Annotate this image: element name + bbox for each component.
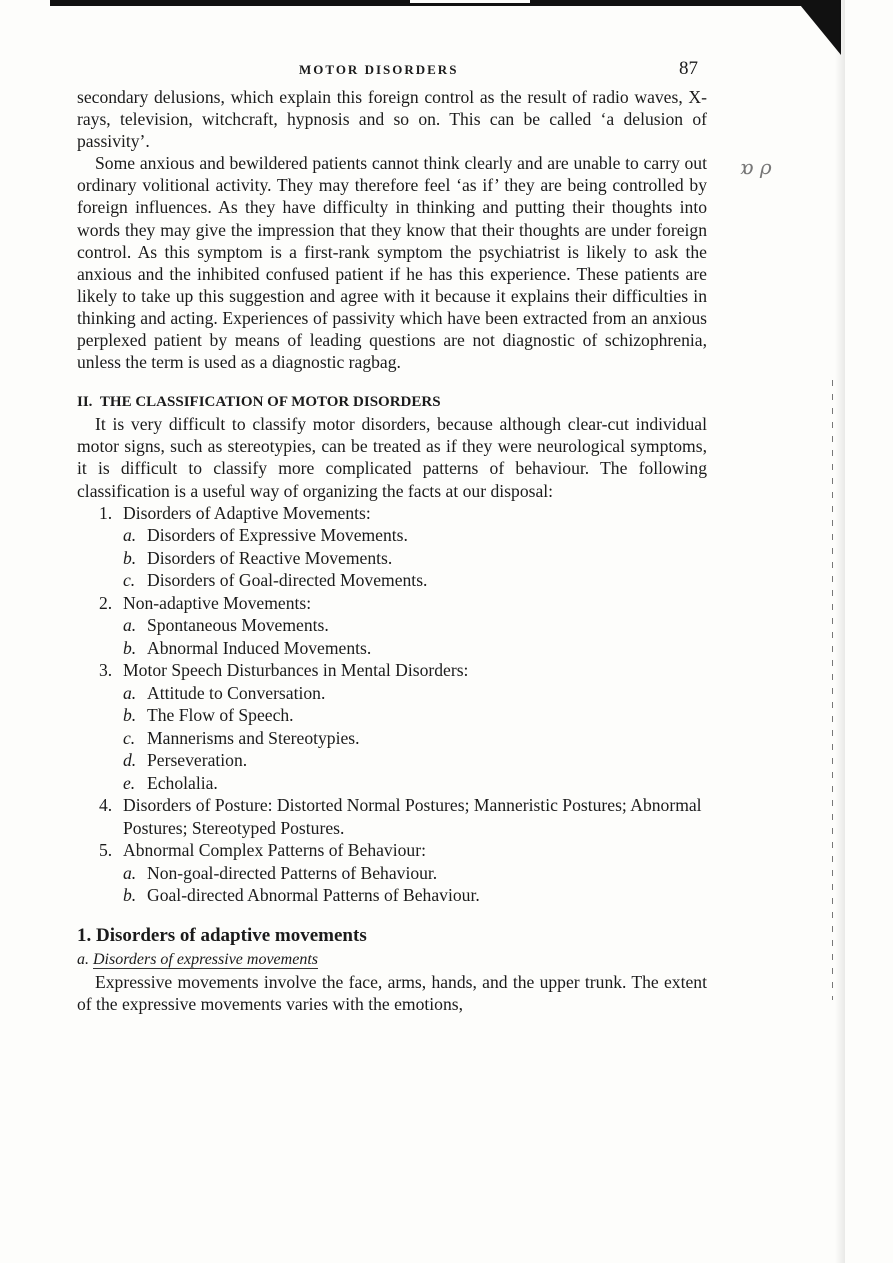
scan-top-gap — [410, 0, 530, 3]
classification-subitem — [77, 682, 707, 705]
classification-item-text: Non-adaptive Movements: — [123, 592, 312, 613]
section-heading — [77, 391, 707, 413]
subsection-heading — [77, 923, 707, 949]
classification-subitem-text: The Flow of Speech. — [147, 705, 294, 726]
classification-subitem — [77, 749, 707, 772]
classification-subitem-text: Disorders of Expressive Movements. — [147, 525, 408, 546]
expressive-movements-paragraph: Expressive movements involve the face, arms, hands, and the upper trunk. The extent of the expressive movements varies with the emotions, — [77, 971, 707, 1014]
classification-subitem — [77, 862, 707, 885]
classification-subitem-letter: b. — [123, 705, 137, 726]
section-roman-numeral: II. — [77, 394, 93, 411]
sub-subsection-title: Disorders of expressive movements — [93, 950, 318, 968]
subsection-title: Disorders of adaptive movements — [96, 924, 367, 946]
classification-subitem — [77, 547, 707, 570]
classification-item — [77, 659, 707, 682]
classification-item — [77, 592, 707, 615]
classification-item — [77, 794, 707, 839]
classification-item-number: 3. — [99, 660, 113, 681]
classification-subitem-letter: b. — [123, 637, 137, 658]
classification-subitem — [77, 772, 707, 795]
classification-subitem-text: Perseveration. — [147, 750, 248, 771]
classification-subitem-letter: e. — [123, 772, 136, 793]
classification-subitem — [77, 569, 707, 592]
classification-subitem-text: Attitude to Conversation. — [147, 682, 326, 703]
classification-subitem-text: Spontaneous Movements. — [147, 615, 329, 636]
classification-subitem — [77, 727, 707, 750]
classification-subitem — [77, 524, 707, 547]
running-title: MOTOR DISORDERS — [299, 62, 459, 77]
classification-item-number: 4. — [99, 795, 113, 816]
classification-item-text: Disorders of Posture: Distorted Normal Postures; Manneristic Postures; Abnormal Postures; Stereotyped Postures. — [123, 795, 702, 838]
classification-subitem-letter: a. — [123, 862, 137, 883]
margin-handwritten-note: ɒ ρ — [740, 155, 772, 179]
classification-item-text: Abnormal Complex Patterns of Behaviour: — [123, 840, 426, 861]
classification-list — [77, 502, 707, 907]
paragraph-continued: secondary delusions, which explain this foreign control as the result of radio waves, X-rays, television, witchcraft, hypnosis and so on. This can be called ‘a delusion of passivity’. — [77, 87, 707, 152]
classification-subitem-text: Mannerisms and Stereotypies. — [147, 727, 360, 748]
classification-subitem-text: Non-goal-directed Patterns of Behaviour. — [147, 862, 438, 883]
sub-subsection-letter: a. — [77, 950, 89, 968]
classification-subitem-letter: c. — [123, 570, 136, 591]
classification-item-text: Disorders of Adaptive Movements: — [123, 502, 371, 523]
page-edge-shadow — [835, 0, 845, 1263]
classification-subitem-text: Goal-directed Abnormal Patterns of Behaviour. — [147, 885, 480, 906]
classification-subitem-letter: a. — [123, 682, 137, 703]
classification-subitem-letter: c. — [123, 727, 136, 748]
classification-subitem-letter: a. — [123, 525, 137, 546]
classification-item — [77, 839, 707, 862]
running-header — [77, 60, 707, 86]
classification-subitem — [77, 637, 707, 660]
classification-subitem — [77, 614, 707, 637]
classification-item-text: Motor Speech Disturbances in Mental Disorders: — [123, 660, 469, 681]
section-title: THE CLASSIFICATION OF MOTOR DISORDERS — [99, 394, 441, 411]
classification-item — [77, 502, 707, 525]
classification-subitem-text: Echolalia. — [147, 772, 218, 793]
book-page — [77, 60, 707, 1015]
classification-subitem-letter: d. — [123, 750, 137, 771]
sub-subsection-heading — [77, 949, 707, 971]
margin-pencil-line — [832, 380, 833, 1000]
classification-subitem — [77, 884, 707, 907]
paragraph-passivity: Some anxious and bewildered patients cannot think clearly and are unable to carry out ordinary volitional activity. They may therefore feel ‘as if’ they are being controlled by foreign influences. As they have difficulty in thinking and putting their thoughts into words they may give the impression that they know that their thoughts are under foreign control. As this symptom is a first-rank symptom the psychiatrist is likely to ask the anxious and the inhibited confused patient if he has this experience. These patients are likely to take up this suggestion and agree with it because it explains their difficulties in thinking and acting. Experiences of passivity which have been extracted from an anxious perplexed patient by means of leading questions are not diagnostic of schizophrenia, unless the term is used as a diagnostic ragbag. — [77, 153, 707, 373]
subsection-number: 1. — [77, 924, 92, 946]
section-intro-paragraph: It is very difficult to classify motor disorders, because although clear-cut individual motor signs, such as stereotypies, can be treated as if they were neurological symptoms, it is difficult to classify more complicated patterns of behaviour. The following classification is a useful way of organizing the facts at our disposal: — [77, 414, 707, 501]
classification-item-number: 2. — [99, 592, 113, 613]
classification-subitem-letter: a. — [123, 615, 137, 636]
classification-item-number: 1. — [99, 502, 113, 523]
classification-subitem-text: Disorders of Reactive Movements. — [147, 547, 393, 568]
classification-subitem-letter: b. — [123, 885, 137, 906]
classification-item-number: 5. — [99, 840, 113, 861]
classification-subitem-text: Abnormal Induced Movements. — [147, 637, 372, 658]
page-number: 87 — [679, 58, 698, 79]
classification-subitem-text: Disorders of Goal-directed Movements. — [147, 570, 428, 591]
classification-subitem-letter: b. — [123, 547, 137, 568]
classification-subitem — [77, 704, 707, 727]
